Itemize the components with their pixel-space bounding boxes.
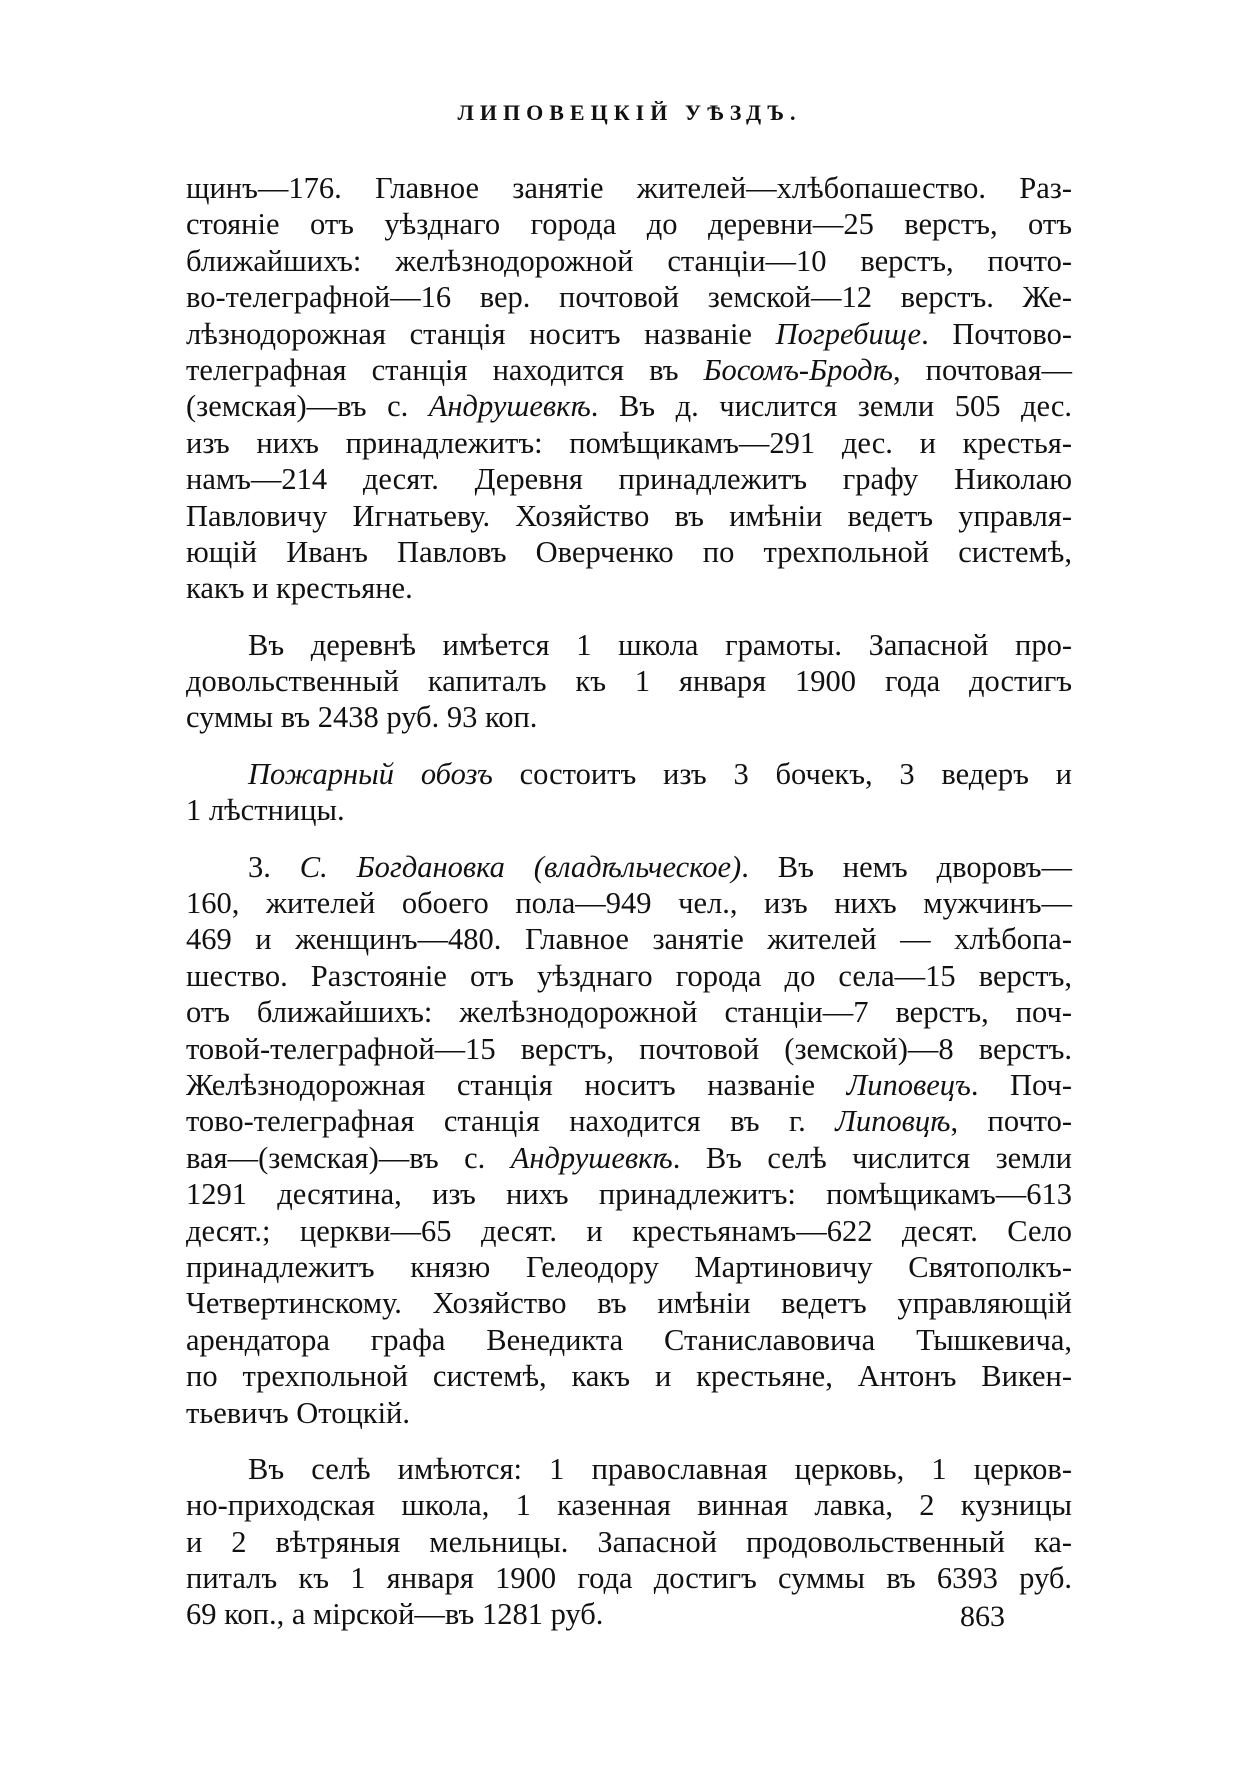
page-number: 863 [960, 1600, 1005, 1633]
text-line: отъ ближайшихъ: желѣзнодорожной станціи—7 верстъ, поч- [186, 995, 1072, 1030]
text-line: питалъ къ 1 января 1900 года достигъ суммы въ 6393 руб. [186, 1561, 1072, 1596]
text-run: (земская)—въ с. [186, 389, 429, 424]
text-line [186, 316, 1072, 352]
text-line: десят.; церкви—65 десят. и крестьянамъ—622 десят. Село [186, 1213, 1072, 1248]
text-line: изъ нихъ принадлежитъ: помѣщикамъ—291 дес. и крестья- [186, 425, 1072, 460]
text-run: . Въ д. числится земли 505 дес. [590, 389, 1072, 424]
text-line: тьевичъ Отоцкій. [186, 1395, 410, 1430]
paragraph-4 [186, 849, 1072, 1431]
text-line: 469 и женщинъ—480. Главное занятіе жителей — хлѣбопа- [186, 922, 1072, 957]
italic-place-name: Босомъ-Бродѣ [703, 352, 893, 387]
text-line: шество. Разстояніе отъ уѣзднаго города до села—15 верстъ, [186, 958, 1072, 993]
paragraph-5 [186, 1451, 1072, 1633]
text-line: 1 лѣстницы. [186, 793, 345, 828]
text-run: лѣзнодорожная станція носитъ названіе [186, 316, 776, 351]
text-line [186, 1067, 1072, 1103]
text-line: ближайшихъ: желѣзнодорожной станціи—10 верстъ, почто- [186, 243, 1072, 278]
text-line: Въ селѣ имѣются: 1 православная церковь, 1 церков- [248, 1451, 1072, 1486]
text-line: Въ деревнѣ имѣется 1 школа грамоты. Запасной про- [248, 627, 1072, 662]
text-line: щинъ—176. Главное занятіе жителей—хлѣбопашество. Раз- [186, 171, 1072, 205]
italic-place-name: Андрушевкѣ [510, 1140, 673, 1175]
running-head: ЛИПОВЕЦКІЙ УѢЗДЪ. [457, 100, 802, 125]
text-run: вая—(земская)—въ с. [186, 1140, 511, 1175]
italic-village-heading: С. Богдановка (владѣльческое) [299, 849, 742, 884]
text-line: довольственный капиталъ къ 1 января 1900 года достигъ [186, 664, 1072, 699]
italic-place-name: Липовцѣ [835, 1104, 951, 1139]
text-line: Павловичу Игнатьеву. Хозяйство въ имѣніи ведетъ управля- [186, 498, 1072, 533]
text-run: тово-телеграфная станція находится въ г. [186, 1104, 836, 1139]
text-line: Четвертинскому. Хозяйство въ имѣніи ведетъ управляющій [186, 1286, 1072, 1321]
text-run: состоитъ изъ 3 бочекъ, 3 ведеръ и [492, 756, 1072, 791]
italic-place-name: Андрушевкѣ [428, 389, 591, 424]
text-line [186, 1103, 1072, 1139]
text-run: . Поч- [970, 1067, 1072, 1102]
paragraph-2 [186, 627, 1072, 736]
text-run: Желѣзнодорожная станція носитъ названіе [186, 1067, 847, 1102]
text-run: телеграфная станція находится въ [186, 352, 704, 387]
text-line: суммы въ 2438 руб. 93 коп. [186, 700, 538, 735]
italic-place-name: Липовецъ [846, 1067, 971, 1102]
text-run: 3. [248, 849, 300, 884]
text-run: , почто- [950, 1104, 1072, 1139]
text-line: намъ—214 десят. Деревня принадлежитъ графу Николаю [186, 462, 1072, 497]
text-line [186, 849, 1072, 885]
text-line: стояніе отъ уѣзднаго города до деревни—25 верстъ, отъ [186, 207, 1072, 242]
text-line [186, 1140, 1072, 1176]
text-run: . Почтово- [921, 316, 1072, 351]
text-line: но-приходская школа, 1 казенная винная лавка, 2 кузницы [186, 1488, 1072, 1523]
text-block [186, 170, 1072, 1633]
text-line: 69 коп., а мірской—въ 1281 руб. [186, 1597, 604, 1632]
text-run: . Въ немъ дворовъ— [741, 849, 1072, 884]
text-line: арендатора графа Венедикта Станиславовича Тышкевича, [186, 1322, 1072, 1357]
text-run: , почтовая— [892, 352, 1072, 387]
text-line: ющій Иванъ Павловъ Оверченко по трехпольной системѣ, [186, 534, 1072, 569]
text-line: по трехпольной системѣ, какъ и крестьяне, Антонъ Викен- [186, 1359, 1072, 1394]
text-line [186, 388, 1072, 424]
text-line: 160, жителей обоего пола—949 чел., изъ нихъ мужчинъ— [186, 886, 1072, 921]
italic-term: Пожарный обозъ [248, 756, 493, 791]
text-line: товой-телеграфной—15 верстъ, почтовой (земской)—8 верстъ. [186, 1031, 1072, 1066]
text-run: . Въ селѣ числится земли [672, 1140, 1072, 1175]
text-line: принадлежитъ князю Гелеодору Мартиновичу Святополкъ- [186, 1249, 1072, 1284]
text-line [186, 352, 1072, 388]
italic-place-name: Погребище [775, 316, 922, 351]
text-line: во-телеграфной—16 вер. почтовой земской—12 верстъ. Же- [186, 280, 1072, 315]
paragraph-1 [186, 170, 1072, 607]
paragraph-3 [186, 756, 1072, 829]
text-line: и 2 вѣтряныя мельницы. Запасной продовольственный ка- [186, 1524, 1072, 1559]
text-line [186, 756, 1072, 792]
text-line: 1291 десятина, изъ нихъ принадлежитъ: помѣщикамъ—613 [186, 1177, 1072, 1212]
text-line: какъ и крестьяне. [186, 571, 413, 606]
